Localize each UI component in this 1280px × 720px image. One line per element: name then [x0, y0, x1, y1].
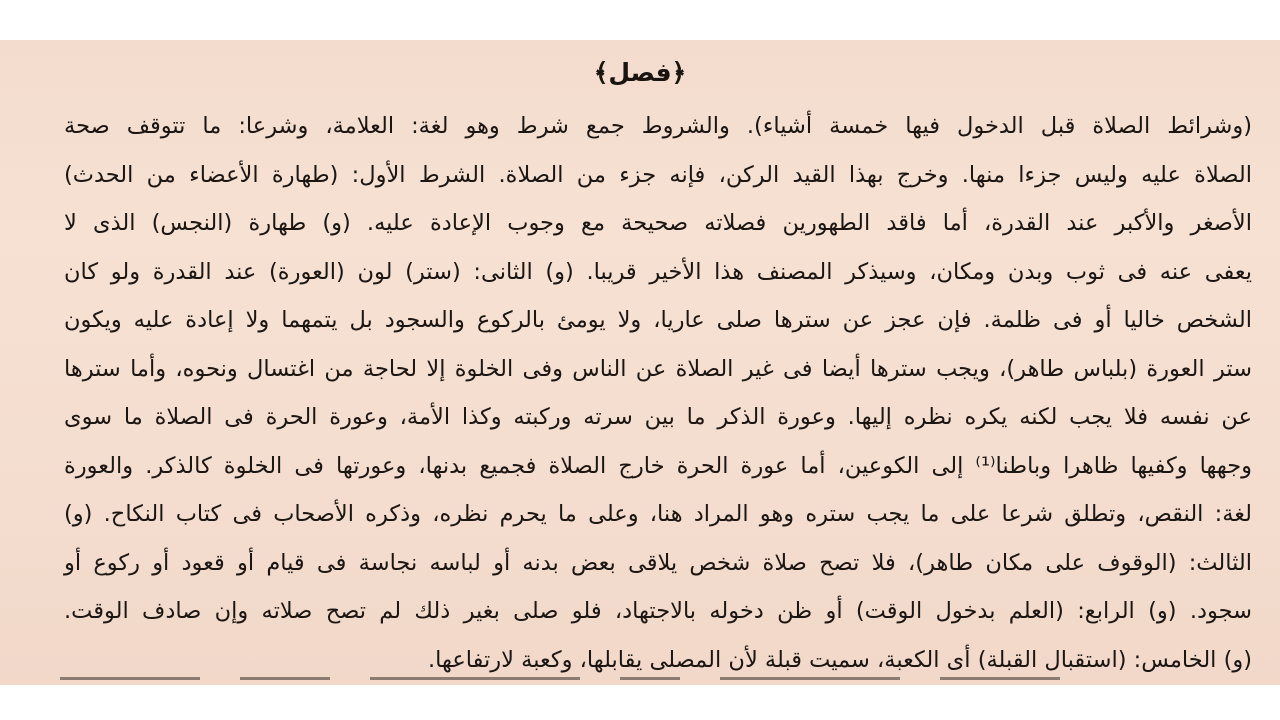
page-body-text — [64, 102, 1252, 684]
book-page — [0, 40, 1280, 685]
text-line-7: عن نفسه فلا يجب لكنه يكره نظره إليها. وعورة الذكر ما بين سرته وركبته وكذا الأمة، وعورة الحرة فى الصلاة ما سوى — [64, 404, 1252, 430]
text-line-2: الصلاة عليه وليس جزءا منها. وخرج بهذا القيد الركن، فإنه جزء من الصلاة. الشرط الأول: (طهارة الأعضاء من الحدث) — [64, 161, 1252, 188]
text-line-12: (و) الخامس: (استقبال القبلة) أى الكعبة، سميت قبلة لأن المصلى يقابلها، وكعبة لارتفاعها. — [428, 646, 1252, 673]
text-line-5: الشخص خاليا أو فى ظلمة. فإن عجز عن سترها صلى عاريا، ولا يومئ بالركوع والسجود بل يتمهما ولا إعادة عليه ويكون — [64, 307, 1252, 333]
text-line-9: لغة: النقص، وتطلق شرعا على ما يجب ستره وهو المراد هنا، وعلى ما يحرم نظره، وذكره الأصحاب فى كتاب النكاح. (و) — [64, 501, 1252, 527]
text-line-10: الثالث: (الوقوف على مكان طاهر)، فلا تصح صلاة شخص يلاقى بعض بدنه أو لباسه نجاسة فى قيام أو قعود أو ركوع أو — [64, 549, 1252, 576]
text-line-4: يعفى عنه فى ثوب وبدن ومكان، وسيذكر المصنف هذا الأخير قريبا. (و) الثانى: (ستر) لون (العورة) عند القدرة ولو كان — [64, 258, 1252, 285]
section-heading: ﴿فصل﴾ — [593, 58, 687, 87]
text-line-3: الأصغر والأكبر عند القدرة، أما فاقد الطهورين فصلاته صحيحة مع وجوب الإعادة عليه. (و) طهارة (النجس) الذى لا — [64, 210, 1252, 236]
text-line-8: وجهها وكفيها ظاهرا وباطنا⁽¹⁾ إلى الكوعين، أما عورة الحرة خارج الصلاة فجميع بدنها، وعورتها فى الخلوة كالذكر. والعورة — [64, 452, 1252, 479]
cropped-next-line — [60, 667, 1250, 681]
text-line-6: ستر العورة (بلباس طاهر)، ويجب سترها أيضا فى غير الصلاة عن الناس وفى الخلوة إلا لحاجة من اغتسال ونحوه، وأما سترها — [64, 355, 1252, 382]
text-line-11: سجود. (و) الرابع: (العلم بدخول الوقت) أو ظن دخوله بالاجتهاد، فلو صلى بغير ذلك لم تصح صلاته وإن صادف الوقت. — [64, 598, 1252, 624]
text-line-1: (وشرائط الصلاة قبل الدخول فيها خمسة أشياء). والشروط جمع شرط وهو لغة: العلامة، وشرعا: ما تتوقف صحة — [64, 113, 1252, 139]
